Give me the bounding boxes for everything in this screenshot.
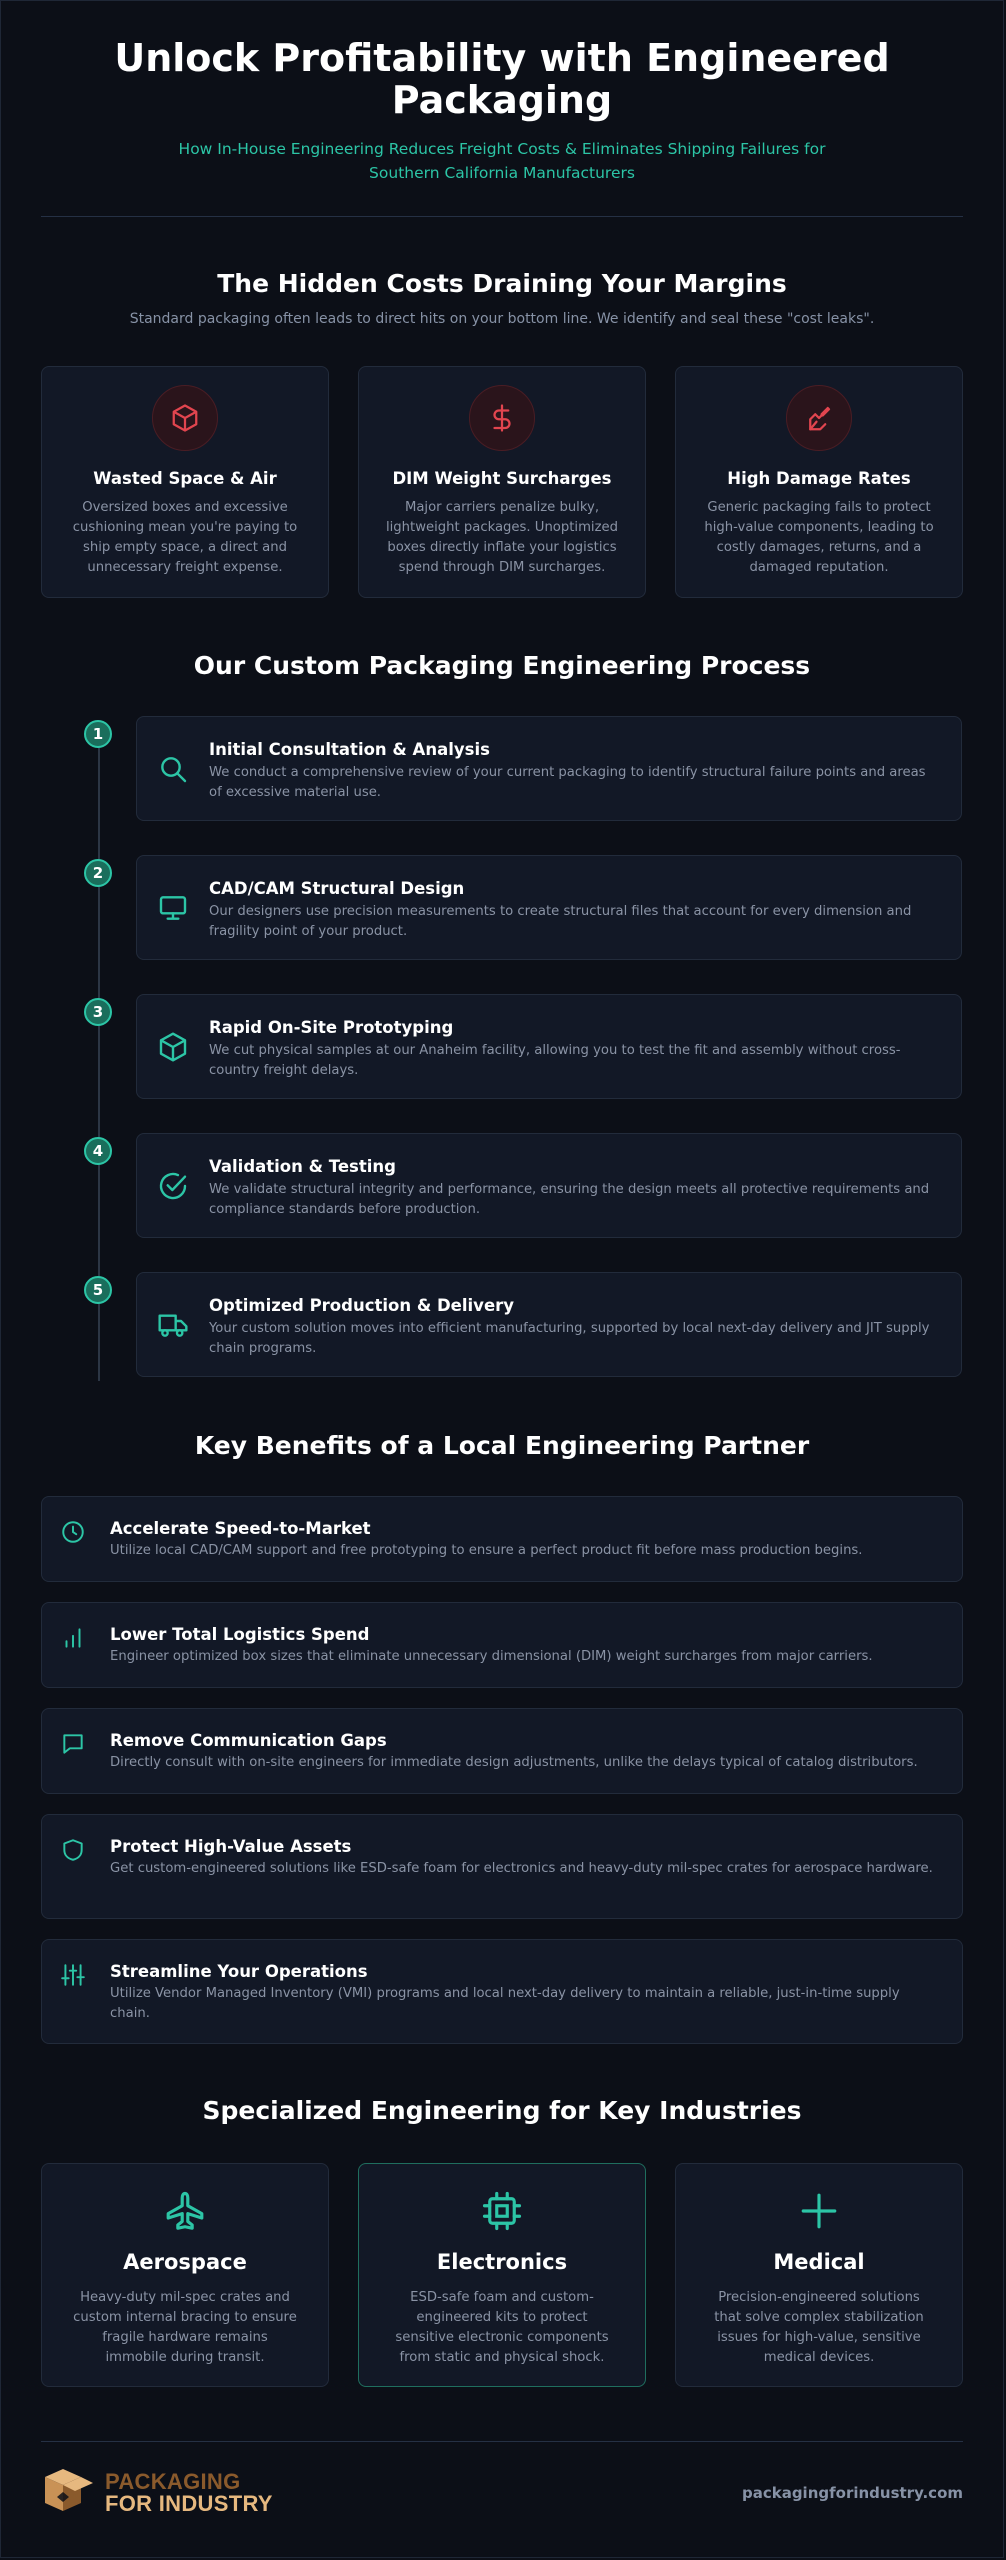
box-icon <box>157 1031 189 1063</box>
clock-icon <box>60 1519 86 1545</box>
benefit-desc: Engineer optimized box sizes that eliminate unnecessary dimensional (DIM) weight surcharges from major carriers. <box>110 1649 873 1664</box>
benefits-title: Key Benefits of a Local Engineering Partner <box>194 1431 810 1460</box>
step-title: Initial Consultation & Analysis <box>209 740 490 759</box>
dollar-icon <box>469 385 535 451</box>
footer-divider <box>41 2441 963 2442</box>
search-icon <box>157 753 189 785</box>
benefit-item-operations <box>41 1939 963 2044</box>
benefit-item-logistics <box>41 1602 963 1688</box>
cost-card-dim-weight <box>358 366 646 598</box>
box-icon <box>152 385 218 451</box>
step-desc: Our designers use precision measurements to create structural files that account for every dimension and fragility point of your product. <box>209 904 912 939</box>
process-step-cad-design <box>136 855 962 960</box>
cost-desc: Oversized boxes and excessive cushioning mean you're paying to ship empty space, a direct and unnecessary freight expense. <box>72 500 298 575</box>
cost-title: High Damage Rates <box>727 469 911 488</box>
industries-title: Specialized Engineering for Key Industries <box>202 2096 802 2125</box>
step-number-badge: 5 <box>84 1276 112 1304</box>
company-logo[interactable] <box>41 2467 273 2519</box>
process-step-validation <box>136 1133 962 1238</box>
benefit-title: Accelerate Speed-to-Market <box>110 1519 371 1538</box>
step-number-badge: 1 <box>84 720 112 748</box>
benefit-title: Lower Total Logistics Spend <box>110 1625 370 1644</box>
benefit-desc: Utilize local CAD/CAM support and free prototyping to ensure a perfect product fit before mass production begins. <box>110 1543 863 1558</box>
step-desc: Your custom solution moves into efficient manufacturing, supported by local next-day delivery and JIT supply chain programs. <box>209 1321 930 1356</box>
benefit-item-assets <box>41 1814 963 1919</box>
sliders-icon <box>60 1962 86 1988</box>
industry-title: Electronics <box>436 2250 568 2274</box>
website-link[interactable]: packagingforindustry.com <box>741 2484 963 2502</box>
check-circle-icon <box>157 1170 189 1202</box>
industry-desc: Precision-engineered solutions that solve complex stabilization issues for high-value, sensitive medical devices. <box>714 2290 924 2365</box>
page-title: Unlock Profitability with Engineered Packaging <box>114 36 890 122</box>
industry-card-electronics <box>358 2163 646 2387</box>
benefit-item-communication <box>41 1708 963 1794</box>
chip-icon <box>481 2190 523 2232</box>
step-desc: We conduct a comprehensive review of your current packaging to identify structural failure points and areas of excessive material use. <box>209 765 926 800</box>
industry-desc: Heavy-duty mil-spec crates and custom internal bracing to ensure fragile hardware remains immobile during transit. <box>73 2290 297 2365</box>
benefit-title: Remove Communication Gaps <box>110 1731 387 1750</box>
shield-icon <box>60 1837 86 1863</box>
truck-icon <box>157 1309 189 1341</box>
divider <box>41 216 963 217</box>
step-title: Validation & Testing <box>209 1157 396 1176</box>
cost-card-damage-rates <box>675 366 963 598</box>
step-number-badge: 4 <box>84 1137 112 1165</box>
benefit-title: Protect High-Value Assets <box>110 1837 352 1856</box>
costs-title: The Hidden Costs Draining Your Margins <box>217 269 787 298</box>
benefit-title: Streamline Your Operations <box>110 1962 368 1981</box>
plus-icon <box>798 2190 840 2232</box>
monitor-icon <box>157 892 189 924</box>
bar-chart-icon <box>60 1625 86 1651</box>
logo-line-1: PACKAGING <box>105 2469 241 2494</box>
logo-wordmark <box>105 2471 273 2515</box>
industry-title: Aerospace <box>123 2250 247 2274</box>
cost-desc: Major carriers penalize bulky, lightweight packages. Unoptimized boxes directly inflate your logistics spend through DIM surcharges. <box>385 500 618 575</box>
chat-icon <box>60 1731 86 1757</box>
step-desc: We cut physical samples at our Anaheim facility, allowing you to test the fit and assembly without cross-country freight delays. <box>209 1043 901 1078</box>
process-step-consultation <box>136 716 962 821</box>
industry-card-aerospace <box>41 2163 329 2387</box>
step-title: Rapid On-Site Prototyping <box>209 1018 454 1037</box>
logo-line-2: FOR INDUSTRY <box>105 2491 273 2516</box>
industry-title: Medical <box>773 2250 865 2274</box>
step-number-badge: 2 <box>84 859 112 887</box>
benefit-item-speed <box>41 1496 963 1582</box>
process-step-prototyping <box>136 994 962 1099</box>
step-title: Optimized Production & Delivery <box>209 1296 515 1315</box>
page-subtitle: How In-House Engineering Reduces Freight Costs & Eliminates Shipping Failures for Southern California Manufacturers <box>178 140 826 182</box>
cost-title: DIM Weight Surcharges <box>392 469 612 488</box>
cost-desc: Generic packaging fails to protect high-value components, leading to costly damages, returns, and a damaged reputation. <box>704 500 934 575</box>
benefit-desc: Utilize Vendor Managed Inventory (VMI) programs and local next-day delivery to maintain a reliable, just-in-time supply chain. <box>110 1986 900 2021</box>
process-title: Our Custom Packaging Engineering Process <box>193 651 811 680</box>
industry-desc: ESD-safe foam and custom-engineered kits to protect sensitive electronic components from static and physical shock. <box>395 2290 609 2365</box>
process-step-production <box>136 1272 962 1377</box>
benefit-desc: Directly consult with on-site engineers for immediate design adjustments, unlike the delays typical of catalog distributors. <box>110 1755 918 1770</box>
cost-card-wasted-space <box>41 366 329 598</box>
logo-box-icon <box>41 2467 97 2519</box>
industry-card-medical <box>675 2163 963 2387</box>
step-desc: We validate structural integrity and performance, ensuring the design meets all protective requirements and compliance standards before production. <box>209 1182 930 1217</box>
plane-icon <box>164 2190 206 2232</box>
step-title: CAD/CAM Structural Design <box>209 879 465 898</box>
costs-subtitle: Standard packaging often leads to direct hits on your bottom line. We identify and seal these "cost leaks". <box>129 311 875 327</box>
benefit-desc: Get custom-engineered solutions like ESD-safe foam for electronics and heavy-duty mil-spec crates for aerospace hardware. <box>110 1861 933 1876</box>
cost-title: Wasted Space & Air <box>93 469 277 488</box>
broken-glass-icon <box>786 385 852 451</box>
step-number-badge: 3 <box>84 998 112 1026</box>
